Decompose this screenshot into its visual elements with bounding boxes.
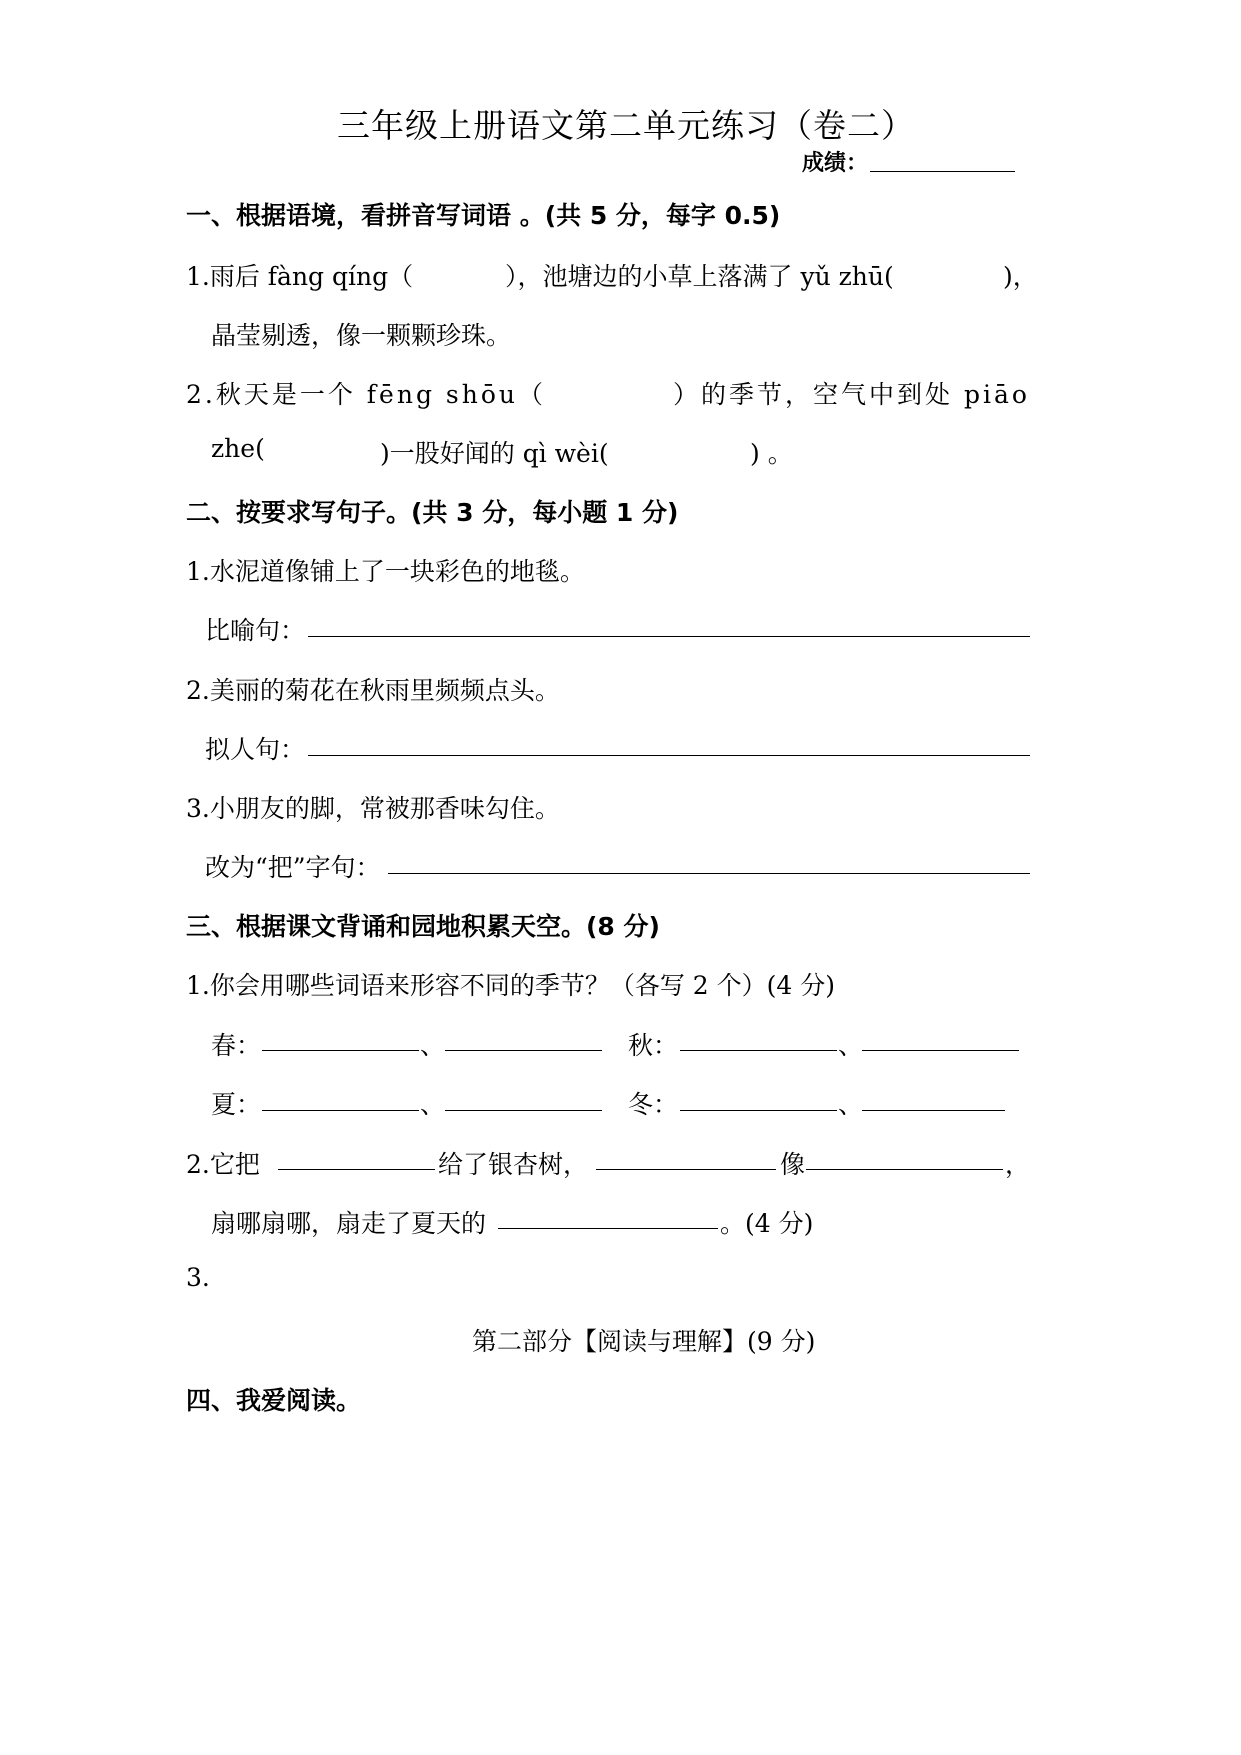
- s3-q2-blank-2[interactable]: [596, 1169, 776, 1170]
- s1-q2-line1-b: ）的季节，空气中到处 piāo: [673, 380, 1030, 409]
- autumn-label: 秋：: [628, 1031, 679, 1060]
- s2-q2-answer-line[interactable]: [308, 755, 1030, 756]
- summer-sep: 、: [420, 1090, 446, 1119]
- s1-q1-line1-c: )，: [1003, 262, 1038, 291]
- winter-blank-1[interactable]: [680, 1110, 837, 1111]
- s2-q2-label: 拟人句：: [205, 735, 306, 764]
- winter-sep: 、: [838, 1090, 864, 1119]
- autumn-sep: 、: [838, 1031, 864, 1060]
- s3-q2-c: 像: [780, 1150, 806, 1179]
- s2-q2: 2.美丽的菊花在秋雨里频频点头。: [186, 676, 560, 705]
- part2-heading: 第二部分【阅读与理解】(9 分): [472, 1327, 816, 1356]
- winter-label: 冬：: [628, 1090, 679, 1119]
- section4-heading: 四、我爱阅读。: [186, 1386, 362, 1415]
- section3-heading: 三、根据课文背诵和园地积累天空。(8 分): [186, 912, 660, 941]
- summer-blank-2[interactable]: [445, 1110, 602, 1111]
- s2-q1-answer-line[interactable]: [308, 636, 1030, 637]
- autumn-blank-2[interactable]: [862, 1050, 1019, 1051]
- s2-q3-label: 改为“把”字句：: [205, 853, 381, 882]
- s3-q1: 1.你会用哪些词语来形容不同的季节？（各写 2 个）(4 分): [186, 971, 836, 1000]
- s2-q1-label: 比喻句：: [205, 616, 306, 645]
- score-label: 成绩：: [802, 151, 869, 176]
- page-title: 三年级上册语文第二单元练习（卷二）: [337, 106, 915, 145]
- s1-q2-line1-a: 2.秋天是一个 fēng shōu（: [186, 380, 546, 409]
- s1-q2-line2-c: ) 。: [750, 439, 793, 468]
- s1-q1-line1-a: 1.雨后 fàng qíng（: [186, 262, 414, 291]
- spring-blank-1[interactable]: [262, 1050, 419, 1051]
- s1-q1-line2: 晶莹剔透，像一颗颗珍珠。: [211, 321, 512, 350]
- s2-q1: 1.水泥道像铺上了一块彩色的地毯。: [186, 557, 585, 586]
- spring-sep: 、: [420, 1031, 446, 1060]
- section2-heading: 二、按要求写句子。(共 3 分，每小题 1 分): [186, 498, 679, 527]
- s3-q2-d: ，: [1005, 1150, 1031, 1179]
- score-blank[interactable]: [870, 171, 1015, 172]
- section1-heading: 一、根据语境，看拼音写词语 。(共 5 分，每字 0.5): [186, 201, 781, 230]
- s3-q2-b: 给了银杏树，: [438, 1150, 589, 1179]
- summer-label: 夏：: [211, 1090, 262, 1119]
- s1-q2-line2-a: zhe(: [211, 434, 265, 463]
- s3-q2-line2-a: 扇哪扇哪，扇走了夏天的: [211, 1209, 487, 1238]
- s2-q3: 3.小朋友的脚，常被那香味勾住。: [186, 794, 560, 823]
- s3-q2-blank-4[interactable]: [498, 1228, 718, 1229]
- winter-blank-2[interactable]: [862, 1110, 1005, 1111]
- spring-label: 春：: [211, 1031, 262, 1060]
- s2-q3-answer-line[interactable]: [388, 873, 1030, 874]
- s3-q2-blank-1[interactable]: [278, 1169, 435, 1170]
- s1-q2-line2-b: )一股好闻的 qì wèi(: [380, 439, 609, 468]
- summer-blank-1[interactable]: [262, 1110, 419, 1111]
- autumn-blank-1[interactable]: [680, 1050, 837, 1051]
- s3-q2-a: 2.它把: [186, 1150, 260, 1179]
- s1-q1-line1-b: ），池塘边的小草上落满了 yǔ zhū(: [505, 262, 894, 291]
- spring-blank-2[interactable]: [445, 1050, 602, 1051]
- s3-q3: 3.: [186, 1263, 210, 1292]
- s3-q2-line2-b: 。(4 分): [720, 1209, 814, 1238]
- s3-q2-blank-3[interactable]: [806, 1169, 1003, 1170]
